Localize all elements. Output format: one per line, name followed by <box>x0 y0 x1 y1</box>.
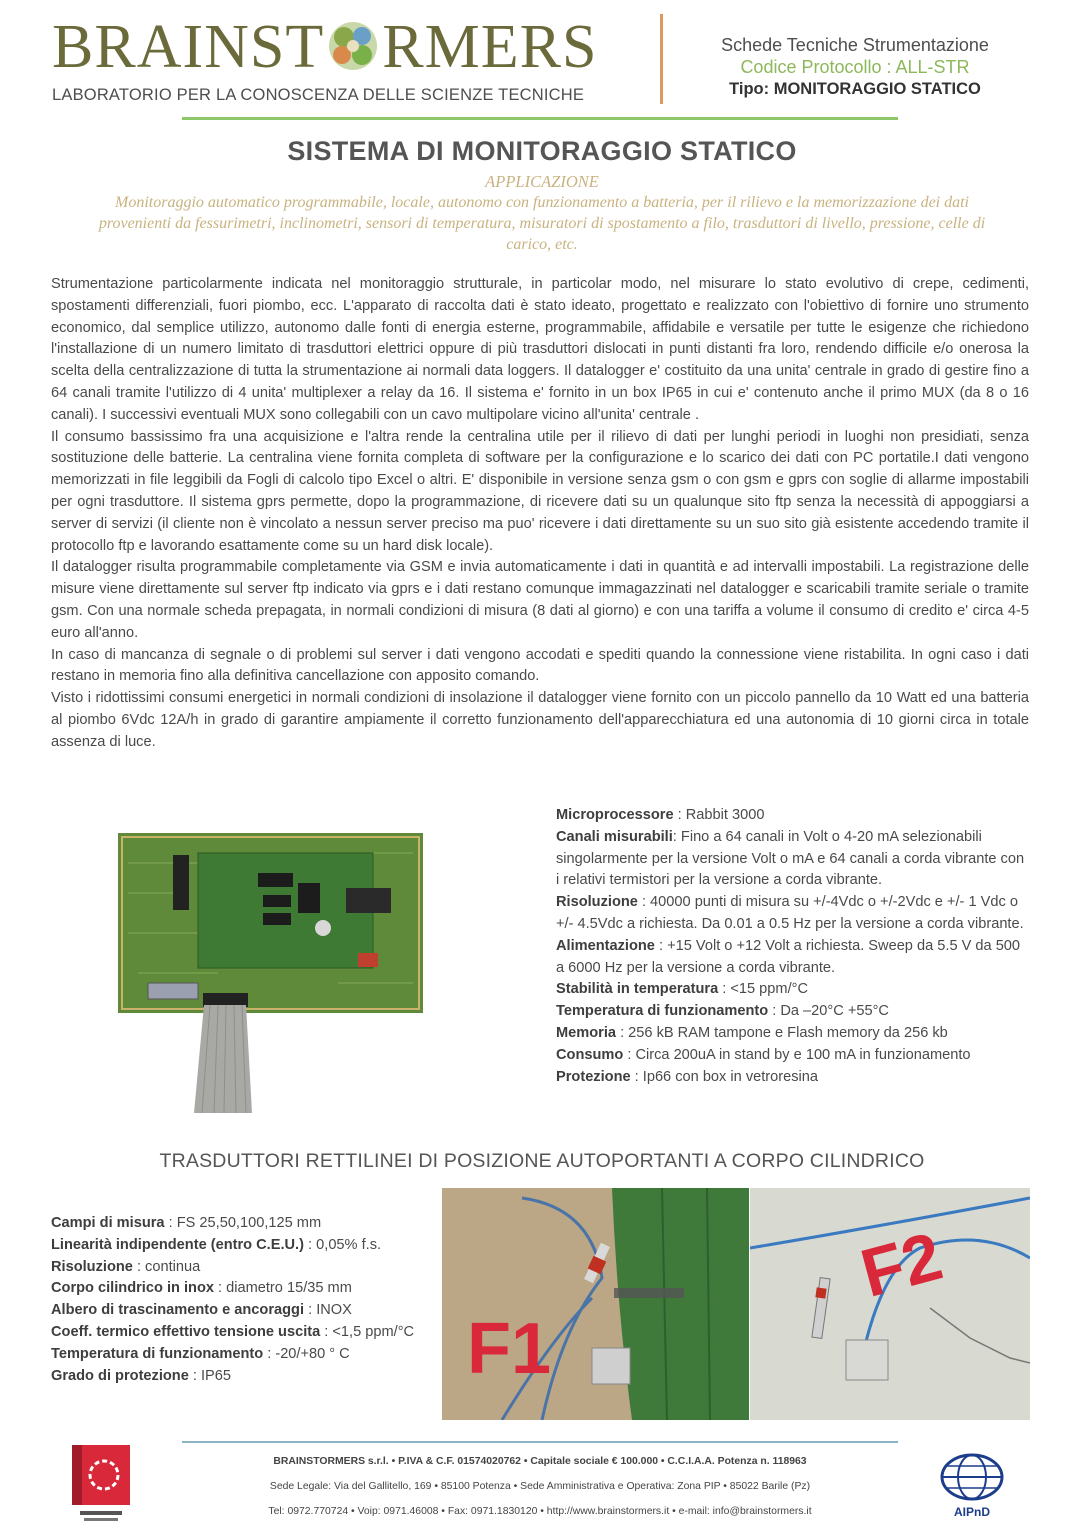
body-paragraph: Visto i ridottissimi consumi energetici in normali condizioni di insolazione il datalogger viene fornito con un piccolo pannello da 10 Watt ed una batteria al piombo 6Vdc 12A/h in grado di garantire ampiamente il corretto funzionamento dell'apparecchiatura ed una autonomia di 10 giorni circa in totale assenza di luce. <box>51 690 1029 750</box>
transducers-section-title: TRASDUTTORI RETTILINEI DI POSIZIONE AUTOPORTANTI A CORPO CILINDRICO <box>159 1150 925 1172</box>
spec-value: : -20/+80 ° C <box>263 1345 350 1362</box>
application-heading: APPLICAZIONE <box>485 172 599 191</box>
footer-contacts: Tel: 0972.770724 • Voip: 0971.46008 • Fax: 0971.1830120 • http://www.brainstormers.it • e-mail: info@brainstormers.it <box>268 1506 812 1517</box>
spec-label: Temperatura di funzionamento <box>51 1345 264 1362</box>
spec-value: : 40000 punti di misura su +/-4Vdc o +/-2Vdc e +/- 1 Vdc o +/- 4.5Vdc a richiesta. Da 0.01 a 0.5 Hz per la versione a corda vibrante. <box>556 894 1024 932</box>
transducer-specs <box>51 1213 451 1387</box>
spec-value: : 0,05% f.s. <box>303 1236 382 1253</box>
spec-item <box>51 1235 451 1257</box>
description-body <box>51 274 1029 754</box>
application-text: Monitoraggio automatico programmabile, locale, autonomo con funzionamento a batteria, per il rilievo e la memorizzazione dei dati provenienti da fessurimetri, inclinometri, sensori di temperatura, misuratori di spostamento a filo, trasduttori di livello, pressione, celle di carico, etc. <box>98 194 986 253</box>
spec-item <box>556 1023 1030 1045</box>
spec-item <box>556 827 1030 892</box>
spec-value: : Fino a 64 canali in Volt o 4-20 mA selezionabili singolarmente per la versione Volt o mA e 64 canali a corda vibrante con i relativi termistori per la versione a corda vibrante. <box>556 828 1025 889</box>
spec-label: Risoluzione <box>556 894 638 911</box>
footer-divider <box>182 1441 898 1443</box>
transducer-install-photo-right <box>750 1188 1030 1420</box>
spec-value: : FS 25,50,100,125 mm <box>164 1215 322 1231</box>
spec-item <box>556 805 1030 827</box>
footer-company-info: BRAINSTORMERS s.r.l. • P.IVA & C.F. 01574020762 • Capitale sociale € 100.000 • C.C.I.A.A. Potenza n. 118963 <box>273 1456 807 1467</box>
ribbon-cable-photo <box>194 1005 256 1113</box>
spec-label: Grado di protezione <box>51 1367 189 1384</box>
datalogger-board-photo <box>118 833 423 1013</box>
spec-item <box>51 1322 451 1344</box>
page-title: SISTEMA DI MONITORAGGIO STATICO <box>287 136 797 166</box>
spec-item <box>556 1045 1030 1067</box>
doc-type: Schede Tecniche Strumentazione <box>721 35 989 55</box>
spec-value: : Da –20°C +55°C <box>768 1003 889 1020</box>
spec-label: Alimentazione <box>556 937 655 954</box>
spec-value: : Circa 200uA in stand by e 100 mA in funzionamento <box>623 1046 971 1063</box>
aipnd-label: AIPnD <box>954 1505 990 1519</box>
body-paragraph: Strumentazione particolarmente indicata nel monitoraggio strutturale, in particolar modo, nel misurare lo stato evolutivo di crepe, cedimenti, spostamenti differenziali, fuori piombo, ecc. L'apparato di raccolta dati è stato ideato, progettato e realizzato con l'obiettivo di fornire uno strumento economico, dal semplice utilizzo, autonomo dalle fonti di energia esterne, programmabile, affidabile e versatile per tutte le esigenze che richiedono l'installazione di un numero limitato di trasduttori elettrici oppure di più trasduttori dislocati in punti distanti fra loro, rendendo difficile e/o onerosa la scelta della centralizzazione di tutta la strumentazione ai normali data loggers. Il datalogger e' costituito da una unita' centrale in grado di gestire fino a 64 canali tramite l'utilizzo di 4 unita' multiplexer a relay da 16. Il sistema e' fornito in un box IP65 in cui e' contenuto anche il primo MUX (da 8 o 16 canali). I successivi eventuali MUX sono collegabili con un cavo multipolare vicino all'unita' centrale . <box>51 276 1029 423</box>
spec-label: Campi di misura <box>51 1215 165 1231</box>
spec-value: : continua <box>132 1258 201 1275</box>
quality-certification-logo <box>70 1445 132 1525</box>
spec-item <box>51 1300 451 1322</box>
crack-label-f2: F2 <box>853 1217 950 1312</box>
spec-item <box>51 1344 451 1366</box>
body-paragraph: In caso di mancanza di segnale o di problemi sul server i dati vengono accodati e spediti quando la connessione viene ristabilita. In ogni caso i dati restano in memoria fino alla definitiva cancellazione con apposito comando. <box>51 646 1029 685</box>
spec-value: : <1,5 ppm/°C <box>320 1323 415 1340</box>
spec-item <box>556 1067 1030 1089</box>
body-paragraph: Il datalogger risulta programmabile completamente via GSM e invia automaticamente i dati in quantità e ad intervalli impostabili. La registrazione delle misure viene direttamente sul server ftp indicato via gprs e i dati restano comunque immagazzinati nel datalogger e scaricabili tramite seriale o tramite gsm. Con una normale scheda prepagata, in normali condizioni di misura (8 dati al giorno) e con una tariffa a volume il consumo di credito e' circa 4-5 euro all'anno. <box>51 559 1029 641</box>
company-logo <box>52 12 597 82</box>
spec-label: Canali misurabili <box>556 828 673 845</box>
spec-item <box>556 1001 1030 1023</box>
spec-label: Microprocessore <box>556 807 674 823</box>
logo-text-right: RMERS <box>382 13 598 81</box>
spec-label: Coeff. termico effettivo tensione uscita <box>51 1323 321 1340</box>
spec-value: : IP65 <box>188 1367 232 1384</box>
spec-item <box>51 1366 451 1388</box>
spec-value: : +15 Volt o +12 Volt a richiesta. Sweep da 5.5 V da 500 a 6000 Hz per la versione a corda vibrante. <box>556 937 1021 976</box>
spec-value: : Ip66 con box in vetroresina <box>630 1068 819 1085</box>
spec-label: Corpo cilindrico in inox <box>51 1280 214 1297</box>
aipnd-globe-icon <box>938 1453 1006 1501</box>
body-paragraph: Il consumo bassissimo fra una acquisizione e l'altra rende la centralina utile per il rilievo di dati per lunghi periodi in luoghi non presidiati, senza sostituzione delle batterie. La centralina viene fornita completa di software per la configurazione e lo scarico dei dati con PC portatile.I dati vengono memorizzati in file leggibili da Fogli di calcolo tipo Excel o altri. E' disponibile in versione senza gsm o con gsm e gprs con soglie di allarme impostabili per ogni trasduttore. Il sistema gprs permette, dopo la programmazione, di ricevere dati su un qualunque sito ftp senza la necessità di appoggiarsi a server di servizi (il cliente non è vincolato a nessun server preciso ma puo' ricevere i dati direttamente su un suo sito già esistente accedendo tramite il protocollo ftp e lavorando esattamente come su un hard disk locale). <box>51 428 1029 554</box>
spec-item <box>556 979 1030 1001</box>
spec-label: Consumo <box>556 1046 624 1063</box>
spec-value: : diametro 15/35 mm <box>213 1280 352 1297</box>
spec-value: : Rabbit 3000 <box>673 807 765 823</box>
spec-item <box>51 1278 451 1300</box>
spec-label: Albero di trascinamento e ancoraggi <box>51 1302 305 1319</box>
spec-label: Memoria <box>556 1024 617 1041</box>
spec-label: Protezione <box>556 1068 631 1085</box>
doc-category: Tipo: MONITORAGGIO STATICO <box>729 80 981 98</box>
protocol-code: Codice Protocollo : ALL-STR <box>740 57 970 77</box>
header-divider <box>182 117 898 120</box>
header-doc-info <box>680 34 1030 100</box>
footer-address: Sede Legale: Via del Gallitello, 169 • 85100 Potenza • Sede Amministrativa e Operativa: Zona PIP • 85022 Barile (Pz) <box>269 1481 811 1492</box>
spec-label: Risoluzione <box>51 1258 133 1275</box>
spec-item <box>556 892 1030 936</box>
crack-label-f1: F1 <box>467 1309 552 1389</box>
datalogger-specs <box>556 805 1030 1088</box>
spec-label: Temperatura di funzionamento <box>556 1003 769 1020</box>
aipnd-logo <box>938 1453 1006 1519</box>
logo-text-left: BRAINST <box>52 13 325 81</box>
spec-label: Linearità indipendente (entro C.E.U.) <box>51 1236 304 1253</box>
globe-logo-icon <box>326 19 380 73</box>
spec-label: Stabilità in temperatura <box>556 981 719 998</box>
spec-value: : INOX <box>304 1302 352 1319</box>
spec-value: : <15 ppm/°C <box>718 981 808 998</box>
spec-item <box>556 936 1030 980</box>
company-tagline: LABORATORIO PER LA CONOSCENZA DELLE SCIENZE TECNICHE <box>52 86 585 104</box>
spec-item <box>51 1213 451 1235</box>
spec-value: : 256 kB RAM tampone e Flash memory da 256 kb <box>616 1024 948 1041</box>
transducer-install-photo-left <box>442 1188 749 1420</box>
spec-item <box>51 1257 451 1279</box>
header-separator <box>660 14 663 104</box>
